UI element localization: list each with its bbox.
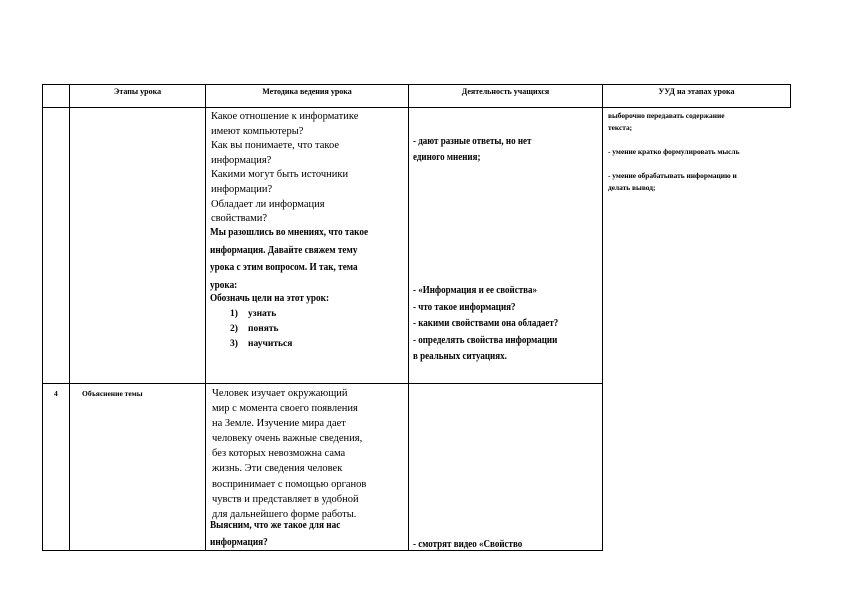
method-body-line: чувств и представляет в удобной [212,493,359,505]
method-body-line: Человек изучает окружающий [212,388,348,399]
activity-line: - смотрят видео «Свойство [413,539,523,550]
uud-line [608,134,739,146]
method-body-line: жизнь. Эти сведения человек [212,463,343,475]
header-bottom-border [42,107,791,108]
column-divider-stage [205,84,206,551]
goals-list [212,307,292,352]
method-body-line: мир с момента своего появления [212,403,358,415]
activity-line: - что такое информация? [413,301,516,313]
method-question-line: информации? [211,183,273,195]
header-stages: Этапы урока [113,87,162,96]
activity-topic [413,283,574,366]
activity-line: - «Информация и ее свойства» [413,285,538,296]
column-divider-activity [602,84,603,551]
method-body-line: воспринимает с помощью органов [212,478,367,490]
column-divider-method [408,84,409,551]
method-bold-line: Мы разошлись во мнениях, что такое [210,227,369,238]
goal-item: 1) узнать [230,309,277,319]
activity-line: - какими свойствами она обладает? [413,318,559,329]
method-explanation-question [210,517,358,551]
method-body-line: человеку очень важные сведения, [212,433,363,445]
uud-line: текста; [608,123,633,132]
activity-line: единого мнения; [413,152,481,163]
header-method: Методика ведения урока [262,87,352,96]
method-question-line: Обладает ли информация [211,198,325,210]
table-right-border [790,84,791,108]
row-divider [42,383,602,384]
uud-line: - умение обрабатывать информацию и [608,171,737,180]
uud-line: выборочно передавать содержание [608,111,725,120]
method-questions [211,110,358,227]
method-question-line: Какими могут быть источники [211,169,349,181]
method-question-line: свойствами? [211,213,268,225]
table-top-border [42,84,791,85]
stage-name: Объяснение темы [82,389,143,398]
method-bold-line: Выясним, что же такое для нас [210,520,341,531]
row-number: 4 [54,389,58,398]
table-left-border [42,84,43,551]
method-topic-statement [210,224,390,294]
activity-line: в реальных ситуациях. [413,351,507,362]
method-question-line: Какое отношение к информатике [211,111,359,122]
goal-item: 3) научиться [230,339,293,349]
goals-title: Обозначь цели на этот урок: [210,293,330,304]
activity-line: - дают разные ответы, но нет [413,136,532,147]
column-divider-number [69,84,70,551]
uud-list [608,110,739,194]
method-body-line: на Земле. Изучение мира дает [212,418,346,430]
uud-line: - умение кратко формулировать мысль [608,147,740,156]
method-bold-line: урока: [210,279,238,291]
method-body-line: для дальнейшего форме работы. [212,508,357,520]
uud-line [608,158,739,170]
activity-video [413,538,534,552]
method-bold-line: информация. Давайте свяжем тему [210,244,358,256]
header-activity: Деятельность учащихся [461,87,550,96]
activity-line: - определять свойства информации [413,334,558,346]
activity-answers [413,133,545,165]
goal-item: 2) понять [230,324,279,334]
uud-line: делать вывод; [608,183,656,192]
method-bold-line: урока с этим вопросом. И так, тема [210,262,358,274]
method-bold-line: информация? [210,537,268,548]
method-question-line: информация? [211,154,272,166]
header-uud: УУД на этапах урока [658,87,735,96]
method-explanation [212,386,366,522]
method-body-line: без которых невозможна сама [212,448,346,460]
method-question-line: имеют компьютеры? [211,125,304,137]
method-question-line: Как вы понимаете, что такое [211,140,339,152]
